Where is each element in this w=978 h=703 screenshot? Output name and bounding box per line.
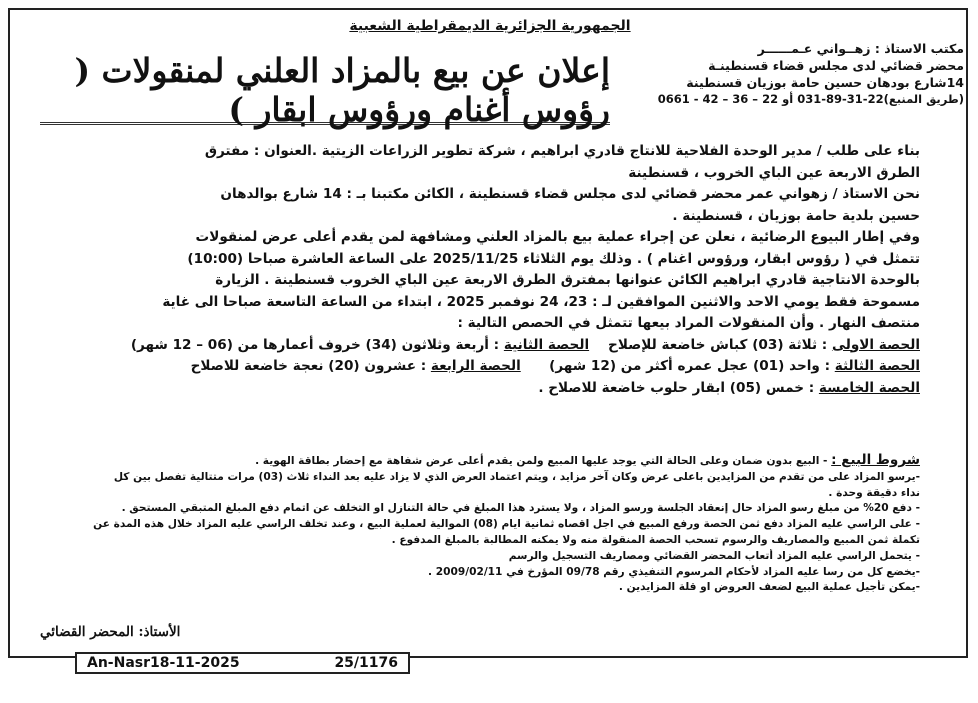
lots-row-2 (28, 356, 920, 378)
lots-row-3 (28, 378, 920, 400)
body-line: مسموحة فقط يومي الاحد والاثنين الموافقين لـ : 23، 24 نوفمبر 2025 ، ابتداء من الساعة التاسعة صباحا الى غاية (162, 293, 920, 310)
body-line: نحن الاستاذ / زهواني عمر محضر قضائي لدى مجلس قضاء قسنطينة ، الكائن مكتبنا بـ : 14 شارع بوالدهان (220, 186, 920, 202)
banner-title: إعلان عن بيع بالمزاد العلني لمنقولات ( رؤوس أغنام ورؤوس ابقار ) (74, 51, 610, 129)
term-text: نداء دقيقة وحدة . (828, 486, 920, 499)
term-text: - يتحمل الراسي عليه المزاد أتعاب المحضر القضائي ومصاريف التسجيل والرسم (508, 549, 920, 562)
lot5-label: الحصة الخامسة (818, 379, 920, 396)
lot2-label: الحصة الثانية (503, 336, 590, 353)
body-line: وفي إطار البيوع الرضائية ، نعلن عن إجراء عملية بيع بالمزاد العلني ومشافهة لمن يقدم أعلى عرض لمنقولات (195, 229, 920, 245)
office-lawyer-name: مكتب الاستاذ : زهــواني عـمــــــر (757, 41, 964, 56)
lot4-text: : عشرون (20) نعجة خاضعة للاصلاح (190, 358, 427, 374)
publication-date: An-Nasr18-11-2025 (87, 655, 240, 671)
body-line: منتصف النهار . وأن المنقولات المراد بيعها تتمثل في الحصص التالية : (457, 315, 920, 331)
term-text: - على الراسي عليه المزاد دفع ثمن الحصة ورفع المبيع في اجل اقصاه ثمانية ايام (08) الموالية لعملية البيع ، وعند تخلف الراسي عليه المزاد خلال هذه المدة عن (93, 518, 920, 531)
term-text: تكملة ثمن المبيع والمصاريف والرسوم تسحب الحصة المنقولة منه ولا يمكنه المطالبة بالمبلغ المدفوع . (391, 533, 920, 546)
lot4-label: الحصة الرابعة (430, 358, 521, 374)
office-title: محضر قضائي لدى مجلس قضاء قسنطينـة (708, 58, 964, 73)
body-line: حسين بلدية حامة بوزيان ، قسنطينة . (672, 207, 920, 224)
lot1-text: : ثلاثة (03) كباش خاضعة للإصلاح (608, 336, 828, 353)
lot1-label: الحصة الاولى (831, 336, 920, 353)
terms-heading: شروط البيع : (831, 453, 920, 468)
office-phone: (طريق المنبع)22-31-89-031 أو 22 – 36 – 42 - 0661 (657, 92, 964, 106)
term-text: - البيع بدون ضمان وعلى الحالة التي يوجد عليها المبيع ولمن يقدم أعلى عرض شفاهة مع إحضار بطاقة الهوية . (255, 455, 828, 467)
lot3-text: : واحد (01) عجل عمره أكثر من (12 شهر) (549, 358, 831, 374)
lot3-label: الحصة الثالثة (834, 358, 920, 374)
lot5-text: : خمس (05) ابقار حلوب خاضعة للاصلاح . (538, 379, 815, 396)
bailiff-signature: الأستاذ: المحضر القضائي (40, 624, 181, 640)
terms-line-1 (20, 453, 920, 470)
term-text: -يمكن تأجيل عملية البيع لضعف العروض او قلة المزايدين . (618, 581, 920, 594)
notice-reference: 25/1176 (334, 655, 398, 671)
body-line: الطرق الاربعة عين الباي الخروب ، قسنطينة (628, 164, 920, 181)
publication-footer (75, 652, 410, 674)
notice-body (28, 141, 920, 399)
office-block (634, 40, 964, 108)
lots-row-1 (28, 335, 920, 357)
republic-heading: الجمهورية الجزائرية الديمقراطية الشعبية (349, 18, 631, 34)
sale-terms (20, 453, 920, 596)
office-address: 14شارع بودهان حسين حامة بوزيان قسنطينة (686, 75, 964, 90)
lot2-text: : أربعة وثلاثون (34) خروف أعمارها من (06 – 12 شهر) (130, 336, 500, 353)
body-line: بناء على طلب / مدير الوحدة الفلاحية للانتاج قادري ابراهيم ، شركة تطوير الزراعات الزيتية .العنوان : مفترق (204, 143, 920, 159)
term-text: -يخضع كل من رسا عليه المزاد لأحكام المرسوم التنفيذي رقم 09/78 المؤرخ في 2009/02/11 . (428, 565, 920, 578)
body-line: تتمثل في ( رؤوس ابقار، ورؤوس اغنام ) . وذلك يوم الثلاثاء 2025/11/25 على الساعة العاشرة صباحا (10:00) (187, 250, 920, 267)
body-line: بالوحدة الانتاجية قادري ابراهيم الكائن عنوانها بمفترق الطرق الاربعة عين الباي الخروب قسنطينة . الزيارة (215, 272, 920, 288)
term-text: - دفع 20% من مبلغ رسو المزاد حال إنعقاد الجلسة ورسو المزاد ، ولا يسترد هذا المبلغ في حالة التنازل او التخلف عن اتمام دفع المبلغ المتبقي المستحق . (121, 502, 920, 515)
announcement-banner (40, 51, 610, 129)
term-text: -يرسو المزاد على من تقدم من المزايدين باعلى عرض وكان آخر مزايد ، ويتم اعتماد العرض الذي لا يزاد عليه بعد النداء ثلاث (03) مرات متتالية تفصل بين كل (113, 470, 920, 483)
